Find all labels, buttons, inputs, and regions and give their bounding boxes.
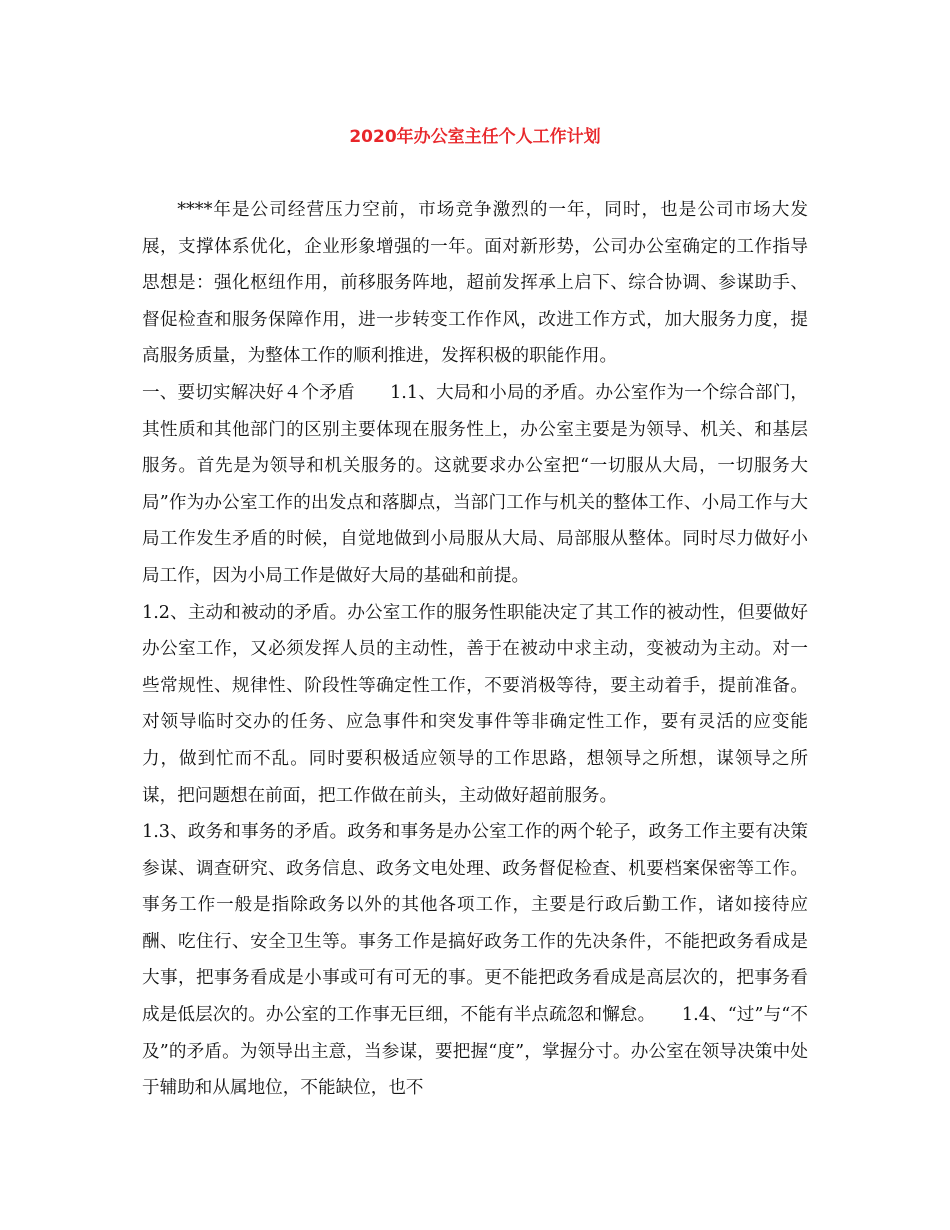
- paragraph-intro: ****年是公司经营压力空前，市场竞争激烈的一年，同时，也是公司市场大发展，支撑体系优化，企业形象增强的一年。面对新形势，公司办公室确定的工作指导思想是：强化枢纽作用，前移服务阵地，超前发挥承上启下、综合协调、参谋助手、督促检查和服务保障作用，进一步转变工作作风，改进工作方式，加大服务力度，提高服务质量，为整体工作的顺利推进，发挥积极的职能作用。: [142, 200, 808, 367]
- paragraph-1-3: 1.3、政务和事务的矛盾。政务和事务是办公室工作的两个轮子，政务工作主要有决策参谋、调查研究、政务信息、政务文电处理、政务督促检查、机要档案保密等工作。事务工作一般是指除政务以外的其他各项工作，主要是行政后勤工作，诸如接待应酬、吃住行、安全卫生等。事务工作是搞好政务工作的先决条件，不能把政务看成是大事，把事务看成是小事或可有可无的事。更不能把政务看成是高层次的，把事务看成是低层次的。办公室的工作事无巨细，不能有半点疏忽和懈怠。 1.4、“过”与“不及”的矛盾。为领导出主意，当参谋，要把握“度”，掌握分寸。办公室在领导决策中处于辅助和从属地位，不能缺位，也不: [142, 822, 808, 1099]
- paragraph-section-1: 一、要切实解决好４个矛盾 1.1、大局和小局的矛盾。办公室作为一个综合部门，其性质和其他部门的区别主要体现在服务性上，办公室主要是为领导、机关、和基层服务。首先是为领导和机关服务的。这就要求办公室把“一切服从大局，一切服务大局”作为办公室工作的出发点和落脚点，当部门工作与机关的整体工作、小局工作与大局工作发生矛盾的时候，自觉地做到小局服从大局、局部服从整体。同时尽力做好小局工作，因为小局工作是做好大局的基础和前提。: [142, 382, 808, 586]
- document-title: 2020年办公室主任个人工作计划: [349, 127, 601, 147]
- document-body: [142, 192, 808, 1107]
- paragraph-1-2: 1.2、主动和被动的矛盾。办公室工作的服务性职能决定了其工作的被动性，但要做好办公室工作，又必须发挥人员的主动性，善于在被动中求主动，变被动为主动。对一些常规性、规律性、阶段性等确定性工作，不要消极等待，要主动着手，提前准备。对领导临时交办的任务、应急事件和突发事件等非确定性工作，要有灵活的应变能力，做到忙而不乱。同时要积极适应领导的工作思路，想领导之所想，谋领导之所谋，把问题想在前面，把工作做在前头，主动做好超前服务。: [142, 602, 808, 806]
